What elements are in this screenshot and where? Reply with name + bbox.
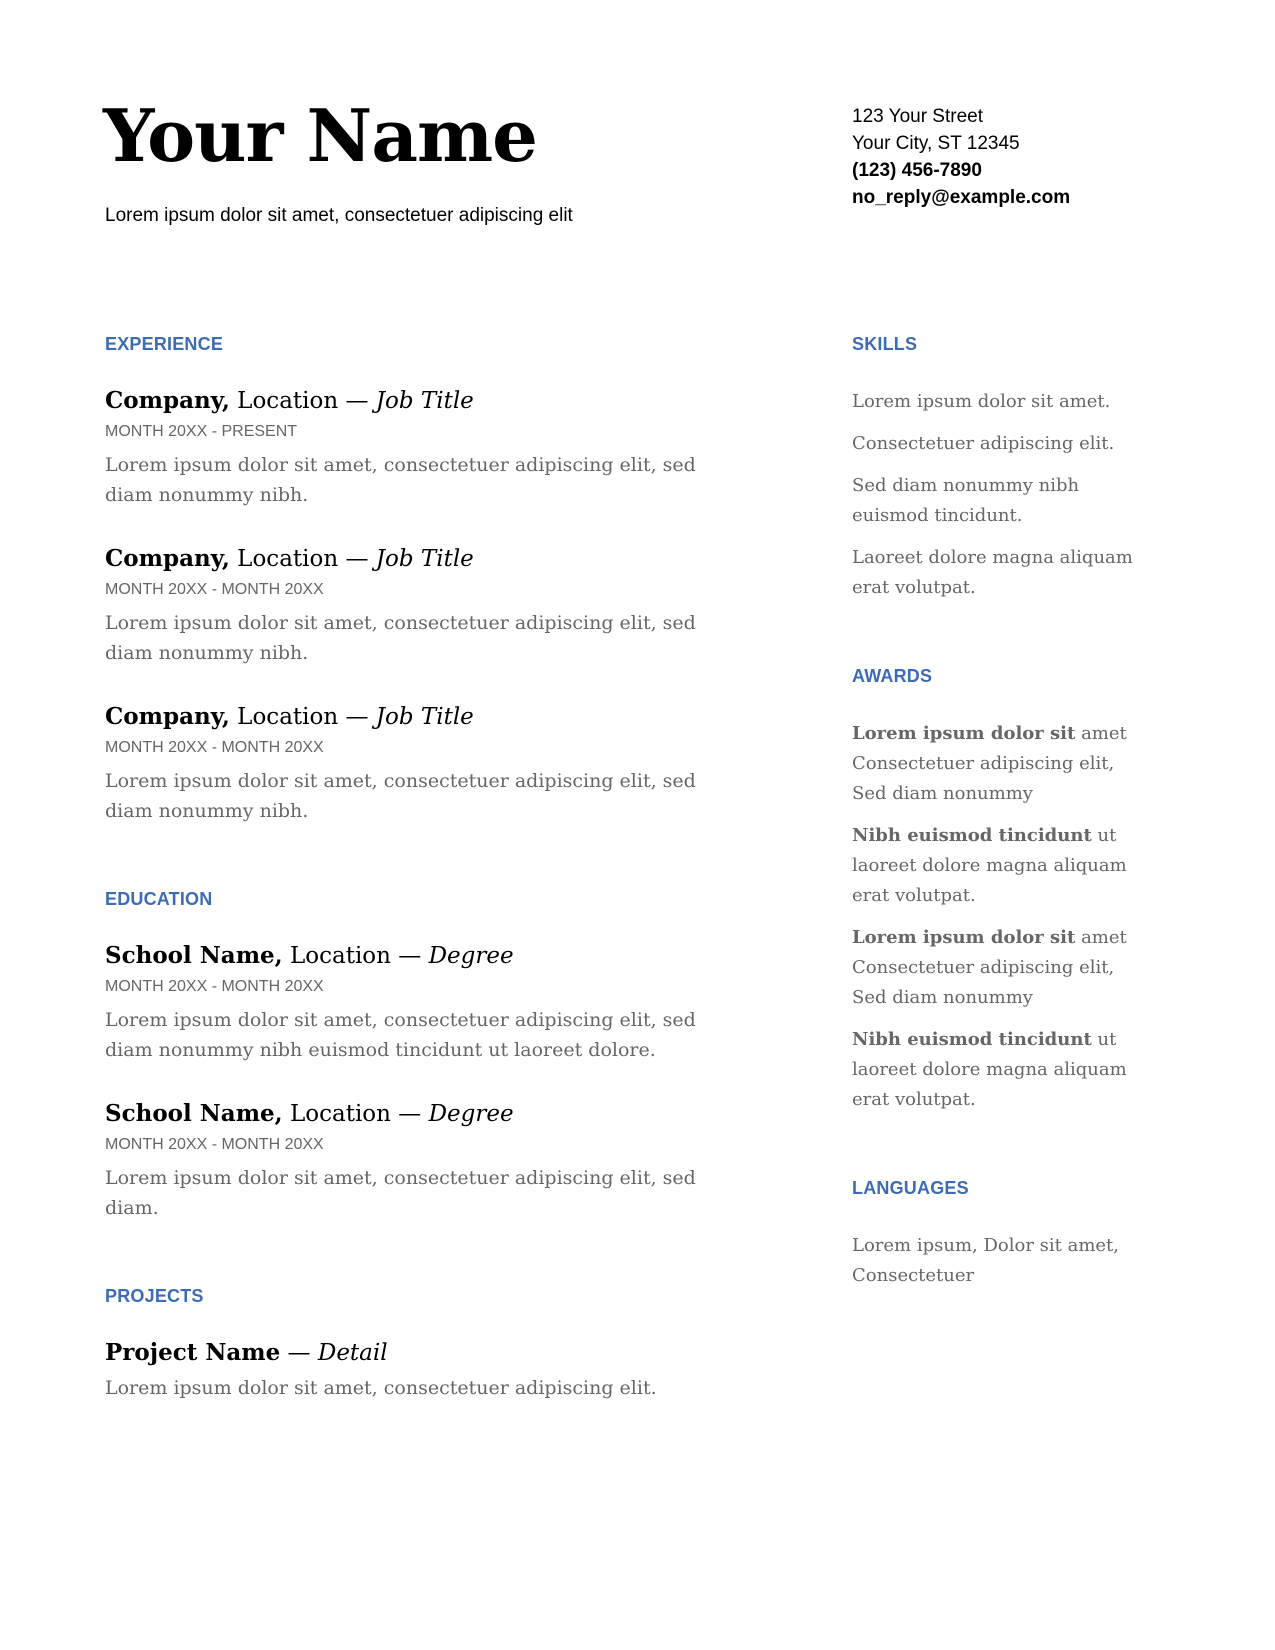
award-detail: amet Consectetuer adipiscing elit, Sed diam nonummy bbox=[852, 723, 1127, 804]
contact-block bbox=[852, 103, 1070, 211]
skills-list bbox=[852, 387, 1152, 603]
entry-role: Job Title bbox=[375, 388, 474, 414]
entry-school: School Name, bbox=[105, 1100, 283, 1127]
skills-heading: SKILLS bbox=[852, 334, 918, 354]
skill-item: Consectetuer adipiscing elit. bbox=[852, 433, 1115, 454]
entry-heading bbox=[105, 942, 745, 970]
project-entry bbox=[105, 1339, 745, 1403]
award-title: Lorem ipsum dolor sit bbox=[852, 723, 1076, 744]
awards-heading: AWARDS bbox=[852, 666, 933, 686]
contact-city: Your City, ST 12345 bbox=[852, 133, 1020, 154]
entry-school: School Name, bbox=[105, 942, 283, 969]
awards-section bbox=[852, 665, 1152, 1115]
entry-dates: MONTH 20XX - MONTH 20XX bbox=[105, 581, 324, 598]
projects-heading: PROJECTS bbox=[105, 1286, 204, 1306]
entry-location: Location — bbox=[282, 943, 429, 969]
experience-heading: EXPERIENCE bbox=[105, 334, 224, 354]
award-detail: ut laoreet dolore magna aliquam erat volutpat. bbox=[852, 825, 1127, 906]
main-column bbox=[105, 333, 745, 1403]
award-detail: ut laoreet dolore magna aliquam erat volutpat. bbox=[852, 1029, 1127, 1110]
entry-heading bbox=[105, 387, 745, 415]
award-title: Lorem ipsum dolor sit bbox=[852, 927, 1076, 948]
tagline: Lorem ipsum dolor sit amet, consectetuer adipiscing elit bbox=[105, 205, 573, 226]
project-detail: Detail bbox=[317, 1340, 388, 1366]
award-title: Nibh euismod tincidunt bbox=[852, 1029, 1092, 1050]
entry-heading bbox=[105, 1339, 745, 1367]
entry-description: Lorem ipsum dolor sit amet, consectetuer adipiscing elit, sed diam nonummy nibh euismod tincidunt ut laoreet dolore. bbox=[105, 1009, 696, 1061]
contact-street: 123 Your Street bbox=[852, 106, 983, 127]
experience-section bbox=[105, 333, 745, 826]
project-description: Lorem ipsum dolor sit amet, consectetuer adipiscing elit. bbox=[105, 1377, 657, 1399]
entry-description: Lorem ipsum dolor sit amet, consectetuer adipiscing elit, sed diam nonummy nibh. bbox=[105, 454, 696, 506]
entry-role: Job Title bbox=[375, 704, 474, 730]
entry-location: Location — bbox=[282, 1101, 429, 1127]
award-detail: amet Consectetuer adipiscing elit, Sed diam nonummy bbox=[852, 927, 1127, 1008]
award-item bbox=[852, 923, 1152, 1013]
award-item bbox=[852, 821, 1152, 911]
experience-entry bbox=[105, 545, 745, 668]
entry-role: Job Title bbox=[375, 546, 474, 572]
entry-location: Location — bbox=[229, 546, 376, 572]
entry-degree: Degree bbox=[428, 943, 514, 969]
award-item bbox=[852, 1025, 1152, 1115]
project-separator: — bbox=[280, 1340, 318, 1366]
award-item bbox=[852, 719, 1152, 809]
languages-section bbox=[852, 1177, 1152, 1291]
entry-dates: MONTH 20XX - PRESENT bbox=[105, 423, 298, 440]
entry-heading bbox=[105, 703, 745, 731]
entry-dates: MONTH 20XX - MONTH 20XX bbox=[105, 739, 324, 756]
contact-phone: (123) 456-7890 bbox=[852, 160, 982, 181]
entry-description: Lorem ipsum dolor sit amet, consectetuer adipiscing elit, sed diam. bbox=[105, 1167, 696, 1219]
entry-location: Location — bbox=[229, 388, 376, 414]
entry-dates: MONTH 20XX - MONTH 20XX bbox=[105, 1136, 324, 1153]
skill-item: Lorem ipsum dolor sit amet. bbox=[852, 391, 1111, 412]
education-entry bbox=[105, 942, 745, 1065]
entry-degree: Degree bbox=[428, 1101, 514, 1127]
education-heading: EDUCATION bbox=[105, 889, 213, 909]
entry-location: Location — bbox=[229, 704, 376, 730]
languages-list bbox=[852, 1231, 1152, 1291]
skills-section bbox=[852, 333, 1152, 603]
candidate-name: Your Name bbox=[103, 93, 537, 178]
entry-org: Company, bbox=[105, 387, 230, 414]
entry-org: Company, bbox=[105, 545, 230, 572]
contact-email: no_reply@example.com bbox=[852, 187, 1071, 208]
award-title: Nibh euismod tincidunt bbox=[852, 825, 1092, 846]
skill-item: Laoreet dolore magna aliquam erat volutpat. bbox=[852, 547, 1133, 598]
languages-text: Lorem ipsum, Dolor sit amet, Consectetuer bbox=[852, 1235, 1120, 1286]
entry-description: Lorem ipsum dolor sit amet, consectetuer adipiscing elit, sed diam nonummy nibh. bbox=[105, 612, 696, 664]
skill-item: Sed diam nonummy nibh euismod tincidunt. bbox=[852, 475, 1080, 526]
languages-heading: LANGUAGES bbox=[852, 1178, 969, 1198]
awards-list bbox=[852, 719, 1152, 1115]
side-column bbox=[852, 333, 1152, 1303]
entry-description: Lorem ipsum dolor sit amet, consectetuer adipiscing elit, sed diam nonummy nibh. bbox=[105, 770, 696, 822]
projects-section bbox=[105, 1285, 745, 1403]
project-name: Project Name bbox=[105, 1339, 281, 1366]
entry-heading bbox=[105, 1100, 745, 1128]
entry-dates: MONTH 20XX - MONTH 20XX bbox=[105, 978, 324, 995]
entry-org: Company, bbox=[105, 703, 230, 730]
experience-entry bbox=[105, 387, 745, 510]
entry-heading bbox=[105, 545, 745, 573]
experience-entry bbox=[105, 703, 745, 826]
education-section bbox=[105, 888, 745, 1223]
education-entry bbox=[105, 1100, 745, 1223]
